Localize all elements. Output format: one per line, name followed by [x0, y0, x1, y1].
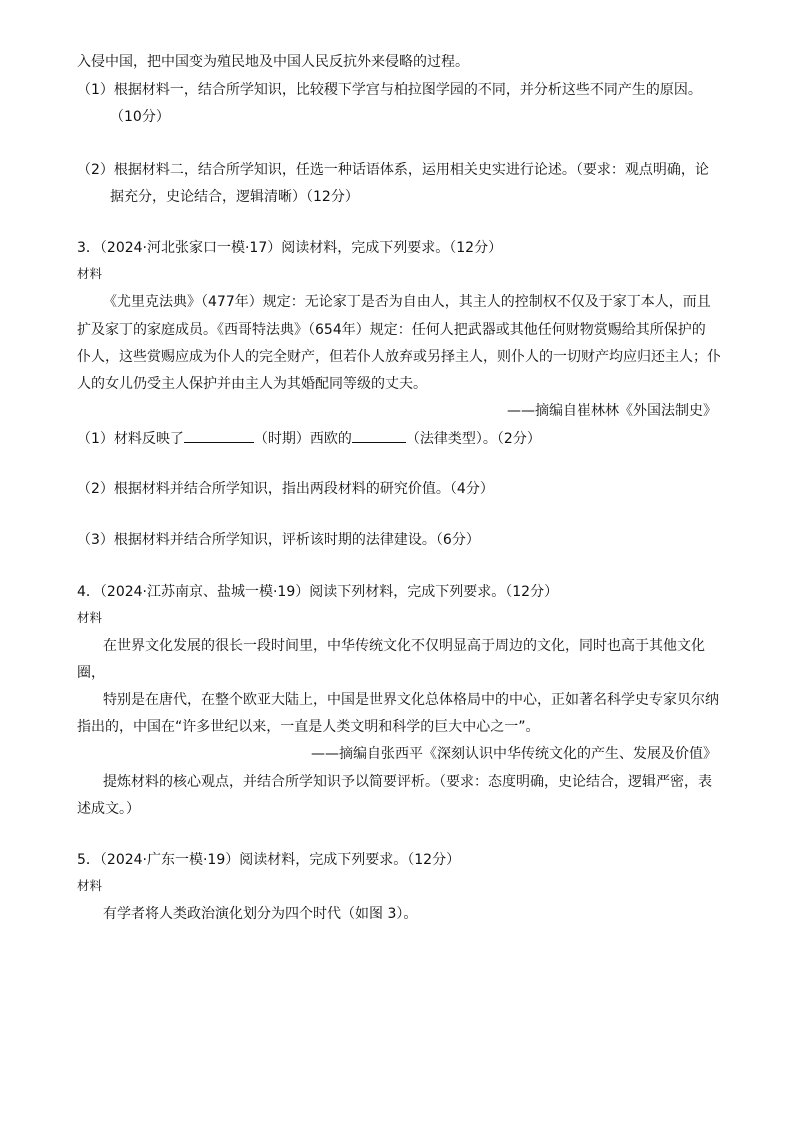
q3-sub1-text-b: （时期）西欧的 [253, 431, 352, 447]
q4-source: ——摘编自张西平《深刻认识中华传统文化的产生、发展及价值》 [311, 746, 717, 762]
q3-sub3: （3）根据材料并结合所学知识，评析该时期的法律建设。（6分） [77, 532, 480, 548]
q4-task-cont: 述成文。） [77, 801, 140, 817]
q3-material-label: 材料 [77, 266, 103, 281]
q5-material-label: 材料 [77, 878, 103, 893]
q3-sub1 [77, 428, 541, 449]
q2-sub1-text: （1）根据材料一，结合所学知识，比较稷下学宫与柏拉图学园的不同，并分析这些不同产生的原因。 [77, 82, 702, 98]
q3-material-para1: 《尤里克法典》（477年）规定：无论家丁是否为自由人，其主人的控制权不仅及于家丁本人，而且 [103, 294, 711, 310]
q3-sub2: （2）根据材料并结合所学知识，指出两段材料的研究价值。（4分） [77, 481, 494, 497]
q3-material-para3: 仆人，这些赏赐应成为仆人的完全财产，但若仆人放弃或另择主人，则仆人的一切财产均应归还主人；仆 [77, 349, 721, 365]
q3-source: ——摘编自崔林林《外国法制史》 [507, 403, 717, 419]
answer-blank-law-type[interactable] [352, 428, 406, 443]
q4-material-para2: 特别是在唐代，在整个欧亚大陆上，中国是世界文化总体格局中的中心，正如著名科学史专家贝尔纳 [103, 692, 719, 708]
q2-sub2-text: （2）根据材料二，结合所学知识，任选一种话语体系，运用相关史实进行论述。（要求：观点明确，论 [77, 162, 709, 178]
q3-heading: 3．（2024·河北张家口一模·17）阅读材料，完成下列要求。（12分） [77, 240, 503, 256]
q4-material-para1: 在世界文化发展的很长一段时间里，中华传统文化不仅明显高于周边的文化，同时也高于其他文化 [103, 638, 705, 654]
q3-material-para2: 扩及家丁的家庭成员。《西哥特法典》（654年）规定：任何人把武器或其他任何财物赏赐给其所保护的 [77, 322, 706, 338]
q4-material-para1-cont: 圈， [77, 665, 105, 681]
q2-sub1-points: （10分） [110, 109, 170, 125]
q3-material-para4: 人的女儿仍受主人保护并由主人为其婚配同等级的丈夫。 [77, 376, 427, 392]
q5-material-para1: 有学者将人类政治演化划分为四个时代（如图 3）。 [103, 906, 418, 922]
q4-task: 提炼材料的核心观点，并结合所学知识予以简要评析。（要求：态度明确，史论结合，逻辑严密，表 [103, 774, 712, 790]
q3-sub1-text-c: （法律类型）。（2分） [405, 431, 541, 447]
q5-heading: 5．（2024·广东一模·19）阅读材料，完成下列要求。（12分） [77, 852, 461, 868]
intro-text: 入侵中国，把中国变为殖民地及中国人民反抗外来侵略的过程。 [77, 54, 469, 70]
q4-material-para2-cont: 指出的，中国在“许多世纪以来，一直是人类文明和科学的巨大中心之一”。 [77, 719, 540, 735]
q3-sub1-text-a: （1）材料反映了 [77, 431, 184, 447]
q4-material-label: 材料 [77, 610, 103, 625]
q4-heading: 4．（2024·江苏南京、盐城一模·19）阅读下列材料，完成下列要求。（12分） [77, 584, 559, 600]
answer-blank-period[interactable] [184, 428, 254, 443]
q2-sub2-text-cont: 据充分，史论结合，逻辑清晰）（12分） [110, 189, 359, 205]
